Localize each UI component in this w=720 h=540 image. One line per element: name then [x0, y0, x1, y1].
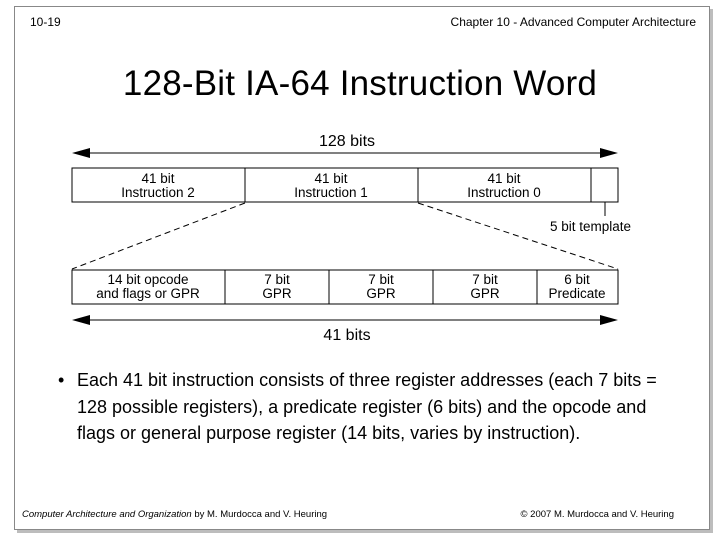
field-line2: Instruction 1 [294, 185, 368, 200]
gpr-field-1 [262, 272, 292, 301]
field-line2: GPR [470, 286, 500, 301]
instruction-1-field [294, 171, 368, 200]
book-authors: by M. Murdocca and V. Heuring [194, 509, 328, 520]
field-line1: 7 bit [368, 272, 394, 287]
field-line2: GPR [366, 286, 396, 301]
gpr-field-3 [470, 272, 500, 301]
bullet-text: Each 41 bit instruction consists of three register addresses (each 7 bits = 128 possible registers), a predicate register (6 bits) and the opcode and flags or general purpose register (14 bits, varies by instruction). [77, 370, 657, 443]
field-line2: GPR [262, 286, 292, 301]
slide-number: 10-19 [30, 15, 61, 29]
field-line1: 41 bit [314, 171, 348, 186]
bullet-dot: • [58, 370, 65, 390]
field-line1: 7 bit [264, 272, 290, 287]
bottom-span-arrow [72, 315, 618, 325]
bottom-span-label: 41 bits [323, 327, 371, 344]
instruction-2-field [121, 171, 195, 200]
field-line1: 6 bit [564, 272, 590, 287]
field-line2: and flags or GPR [96, 286, 200, 301]
top-span-label: 128 bits [318, 133, 376, 150]
field-line2: Instruction 0 [467, 185, 541, 200]
footer-copyright: © 2007 M. Murdocca and V. Heuring [520, 509, 674, 520]
field-line1: 41 bit [487, 171, 521, 186]
chapter-title: Chapter 10 - Advanced Computer Architecture [450, 15, 696, 29]
instruction-0-field [467, 171, 541, 200]
predicate-field [548, 272, 605, 301]
gpr-field-2 [366, 272, 396, 301]
expansion-lines [72, 203, 618, 269]
footer-book-credit [22, 509, 327, 520]
field-line1: 41 bit [141, 171, 175, 186]
opcode-field [96, 272, 200, 301]
field-line1: 7 bit [472, 272, 498, 287]
field-line2: Predicate [548, 286, 606, 301]
field-line2: Instruction 2 [121, 185, 195, 200]
field-line1: 14 bit opcode [107, 272, 189, 287]
book-title: Computer Architecture and Organization [22, 509, 192, 520]
bullet-point [58, 367, 668, 447]
slide-title: 128-Bit IA-64 Instruction Word [122, 64, 598, 103]
template-label: 5 bit template [550, 219, 632, 234]
